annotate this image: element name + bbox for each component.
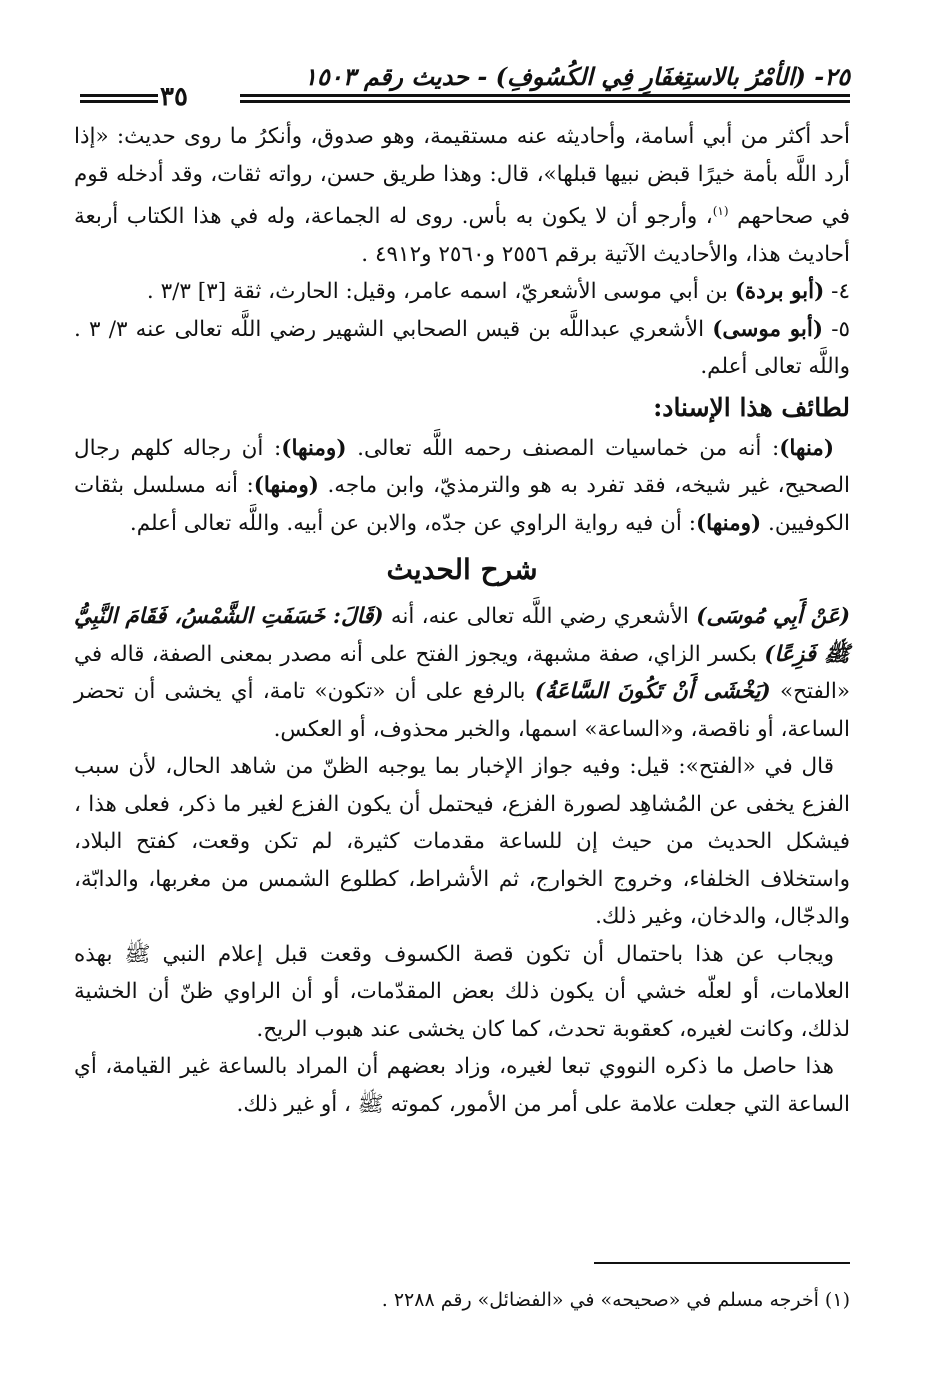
- paragraph-narrator-3: [74, 118, 850, 273]
- text-segment: بن أبي موسى الأشعريّ، اسمه عامر، وقيل: الحارث، ثقة [٣] ٣/٣ .: [146, 279, 728, 305]
- text-segment: : أن فيه رواية الراوي عن جدّه، والابن عن أبيه. واللَّه تعالى أعلم.: [129, 510, 696, 536]
- text-segment: : أنه من خماسيات المصنف رحمه اللَّه تعالى.: [357, 435, 780, 461]
- footnote: (١) أخرجه مسلم في «صحيحه» في «الفضائل» رقم ٢٢٨٨ .: [381, 1289, 850, 1311]
- quoted-text: (قَالَ: خَسَفَتِ الشَّمْسُ، فَقَامَ النَّبِيُّ ﷺ فَزِعًا): [74, 604, 850, 667]
- text-segment: بكسر الزاي، صفة مشبهة، ويجوز الفتح على أنه مصدر بمعنى الصفة، قاله في «الفتح»: [74, 641, 851, 705]
- narrator-name: (أبو موسى): [712, 316, 824, 342]
- paragraph-sharh-1: [74, 598, 850, 748]
- text-segment: بالرفع على أن «تكون» تامة، أي يخشى أن تحضر الساعة، أو ناقصة، و«الساعة» اسمها، والخبر محذوف، أو العكس.: [74, 679, 850, 742]
- quoted-text: (يَخْشَى أَنْ تَكُونَ السَّاعَةُ): [534, 679, 771, 705]
- section-title: شرح الحديث: [386, 553, 538, 587]
- quoted-text: (عَنْ أَبِي مُوسَى): [696, 604, 850, 630]
- footnote-ref: (١): [712, 204, 729, 218]
- text-segment: الأشعري عبداللَّه بن قيس الصحابي الشهير رضي اللَّه تعالى عنه ٣/ ٣ . واللَّه تعالى أعلم.: [74, 316, 850, 380]
- paragraph-isnad-notes: [74, 430, 850, 543]
- item-number: ٤-: [831, 279, 850, 305]
- running-title: ٢٥- (الأمْرُ بالاستِغفَارِ فِي الكُسُوفِ) - حديث رقم ١٥٠٣: [304, 62, 850, 91]
- text-segment: : أن رجاله كلهم رجال الصحيح، غير شيخه، فقد تفرد به هو والترمذيّ، وابن ماجه.: [74, 435, 850, 499]
- keyword: (ومنها): [695, 510, 762, 536]
- header-rule-right: [240, 94, 850, 103]
- narrator-name: (أبو بردة): [734, 279, 825, 305]
- header-rule-left: [80, 94, 158, 103]
- text-segment: أحد أكثر من أبي أسامة، وأحاديثه عنه مستقيمة، وهو صدوق، وأنكرُ ما روى حديث: «إذا أرد اللَّه بأمة خيرًا قبض نبيها قبلها»، قال: وهذا طريق حسن، رواته ثقات، وقد أدخله قوم في صحاحهم: [74, 124, 850, 230]
- keyword: (ومنها): [281, 435, 347, 461]
- footnote-divider: [594, 1262, 850, 1264]
- paragraph-narrator-4: [74, 273, 850, 311]
- text-segment: : أنه مسلسل بثقات الكوفيين.: [74, 473, 850, 536]
- main-text: [74, 118, 850, 1123]
- paragraph-sharh-2: قال في «الفتح»: قيل: وفيه جواز الإخبار بما يوجبه الظنّ من شاهد الحال، لأن سبب الفزع يخفى عن المُشاهِد لصورة الفزع، فيحتمل أن يكون الفزع لغير ما ذكر، فعلى هذا ، فيشكل الحديث من حيث إن للساعة مقدمات كثيرة، لم تكن وقعت، كفتح البلاد، واستخلاف الخلفاء، وخروج الخوارج، ثم الأشراط، كطلوع الشمس من مغربها، والدابّة، والدجّال، والدخان، وغير ذلك.: [74, 754, 850, 930]
- item-number: ٥-: [831, 316, 851, 342]
- keyword: (منها): [779, 435, 834, 461]
- paragraph-sharh-4: هذا حاصل ما ذكره النووي تبعا لغيره، وزاد بعضهم أن المراد بالساعة غير القيامة، أي الساعة التي جعلت علامة على أمر من الأمور، كموته ﷺ ، أو غير ذلك.: [74, 1054, 850, 1117]
- page-number: ٣٥: [160, 82, 188, 112]
- paragraph-narrator-5: [74, 311, 850, 386]
- page-header: [74, 58, 850, 112]
- keyword: (ومنها): [253, 473, 319, 499]
- paragraph-sharh-3: ويجاب عن هذا باحتمال أن تكون قصة الكسوف وقعت قبل إعلام النبي ﷺ بهذه العلامات، أو لعلّه خشي أن يكون ذلك بعض المقدّمات، أو أن الراوي ظنّ أن الخشية لذلك، وكانت لغيره، كعقوبة تحدث، كما كان يخشى عند هبوب الريح.: [74, 941, 850, 1042]
- text-segment: ، وأرجو أن لا يكون به بأس. روى له الجماعة، وله في هذا الكتاب أربعة أحاديث هذا، والأحاديث الآتية برقم ٢٥٥٦ و٢٥٦٠ و٤٩١٢ .: [74, 204, 850, 267]
- text-segment: الأشعري رضي اللَّه تعالى عنه، أنه: [390, 604, 689, 630]
- subheading-isnad: لطائف هذا الإسناد:: [653, 392, 850, 422]
